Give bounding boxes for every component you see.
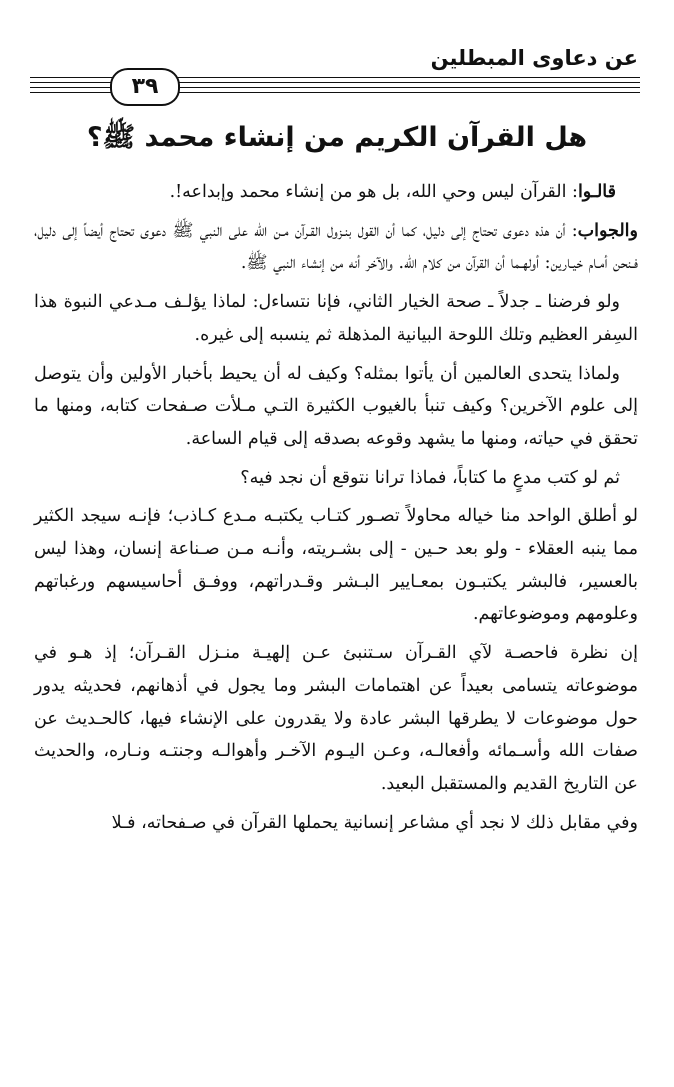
paragraph-text: ولو فرضنا ـ جدلاً ـ صحة الخيار الثاني، فإنا نتساءل: لماذا يؤلـف مـدعي النبوة هذا السِفر العظيم وتلك اللوحة البيانية المذهلة ثم ينسبه إلى غيره. [34, 292, 638, 345]
paragraph-text: ثم لو كتب مدعٍ ما كتاباً، فماذا ترانا نتوقع أن نجد فيه؟ [240, 467, 620, 488]
paragraph [34, 462, 638, 495]
paragraph [34, 176, 638, 209]
paragraph [34, 358, 638, 456]
paragraph-text: إن نظرة فاحصـة لآي القـرآن سـتنبئ عـن إلهيـة منـزل القـرآن؛ إذ هـو في موضوعاته يتسامى بعيداً عن اهتمامات البشر وما يجول في أذهانهم، فحديثه يدور حول موضوعات لا يطرقها البشر عادة ولا يقدرون على الإنشاء فيها، كالحـديث عن صفات الله وأسـمائه وأفعالـه، وعـن اليـوم الآخـر وأهوالـه وجنتـه ونـاره، والحديث عن التاريخ القديم والمستقبل البعيد. [34, 643, 638, 794]
paragraph-text: ولماذا يتحدى العالمين أن يأتوا بمثله؟ وكيف له أن يحيط بأخبار الأولين وأن يتوصل إلى علوم الآخرين؟ وكيف تنبأ بالغيوب الكثيرة التـي مـلأت صـفحات كتابه، ومنها ما تحقق في حياته، ومنها ما يشهد وقوعه بصدقه إلى قيام الساعة. [34, 363, 638, 449]
paragraph [34, 807, 638, 840]
paragraph-text: لو أطلق الواحد منا خياله محاولاً تصـور كتـاب يكتبـه مـدع كـاذب؛ فإنـه سيجد الكثير مما ينبه العقلاء - ولو بعد حـين - إلى بشـريته، وأنـه مـن صـناعة إنسان، وهذا ليس بالعسير، فالبشر يكتبـون بمعـايير البـشر وقـدراتهم، ووفـق أحاسيسهم ورغباتهم وعلومهم وموضوعاتهم. [34, 506, 638, 625]
paragraph-text: : القرآن ليس وحي الله، بل هو من إنشاء محمد وإبداعه!. [169, 182, 578, 202]
page-number: ٣٩ [110, 68, 180, 106]
paragraph [34, 500, 638, 631]
paragraph [34, 215, 638, 280]
paragraph [34, 286, 638, 351]
paragraph-text: وفي مقابل ذلك لا نجد أي مشاعر إنسانية يحملها القرآن في صـفحاته، فـلا [111, 812, 638, 833]
paragraph-lead: قالـوا [577, 182, 616, 202]
paragraph-lead: والجواب [577, 220, 638, 241]
running-head-title: عن دعاوى المبطلين [430, 46, 638, 70]
section-title: هل القرآن الكريم من إنشاء محمد ﷺ؟ [86, 122, 588, 153]
paragraph-text: : أن هذه دعوى تحتاج إلى دليل، كما أن القول بنـزول القـرآن مـن الله على النبي ﷺ دعوى تحتاج أيضاً إلى دليل، فـنحن أمـام خيـارين: أولهـما أن القرآن من كلام الله. والآخر أنه من إنشاء النبي ﷺ. [34, 220, 638, 274]
body-text [34, 176, 638, 845]
paragraph [34, 637, 638, 801]
